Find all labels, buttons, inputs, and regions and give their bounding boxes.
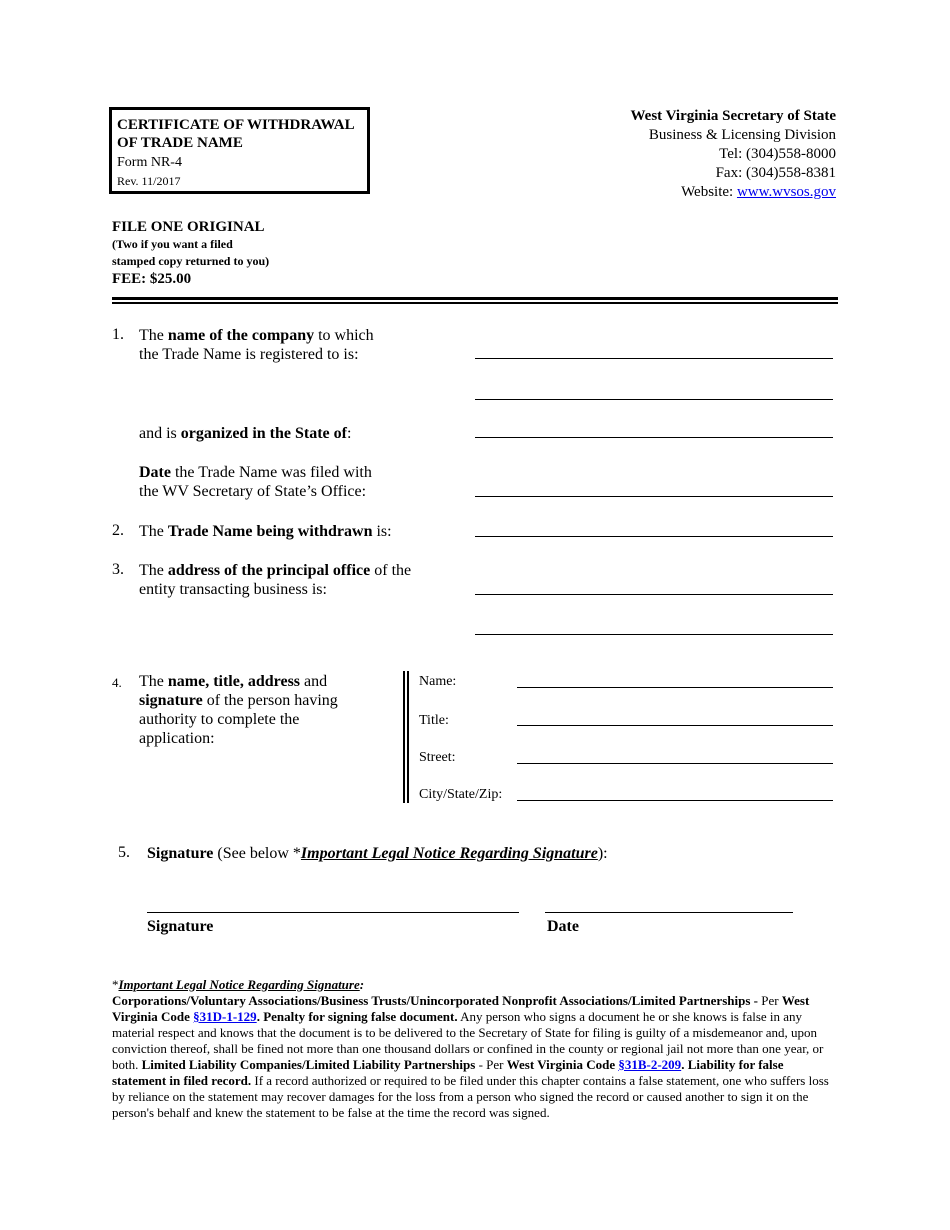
legal-notice-body — [112, 993, 840, 1121]
text: the WV Secretary of State’s Office: — [139, 483, 367, 500]
filing-instructions — [112, 218, 269, 288]
text: and is — [139, 425, 181, 442]
code-link-31d-1-129[interactable]: §31D-1-129 — [193, 1009, 257, 1024]
person-city-state-zip-field[interactable] — [517, 800, 833, 801]
person-street-field[interactable] — [517, 763, 833, 764]
legal-notice — [112, 977, 840, 1121]
item-5-number: 5. — [118, 844, 130, 861]
text-bold: address of the principal office — [167, 562, 371, 579]
vertical-divider-2 — [407, 671, 409, 803]
text: the Trade Name is registered to is: — [139, 346, 359, 363]
item-5-prompt — [147, 844, 608, 863]
company-name-field-2[interactable] — [475, 399, 833, 400]
vertical-divider — [403, 671, 405, 803]
filing-fee: FEE: $25.00 — [112, 271, 192, 287]
text-bold: name, title, address — [167, 673, 301, 690]
principal-address-field-1[interactable] — [475, 594, 833, 595]
text: - Per — [475, 1057, 507, 1072]
text: The — [139, 523, 168, 540]
text-bold: Date — [139, 464, 171, 481]
text: is: — [372, 523, 392, 540]
agency-fax: Fax: (304)558-8381 — [715, 165, 836, 181]
state-prompt — [139, 424, 351, 443]
text-bold: Signature — [147, 845, 214, 862]
item-2-number: 2. — [112, 522, 124, 539]
agency-website — [630, 183, 836, 202]
agency-contact — [630, 107, 836, 202]
text: application: — [139, 730, 215, 747]
text-bold: West Virginia Code — [112, 993, 810, 1024]
text: ): — [597, 845, 608, 862]
text-bold: Trade Name being withdrawn — [167, 523, 373, 540]
item-1-prompt — [139, 326, 374, 364]
text-bold: . Penalty for signing false document. — [256, 1009, 458, 1024]
signature-label: Signature — [147, 918, 214, 935]
date-filed-field[interactable] — [475, 496, 833, 497]
form-title-box — [109, 107, 370, 194]
text: Important Legal Notice Regarding Signature — [118, 977, 360, 992]
item-3-number: 3. — [112, 561, 124, 578]
text-bold: organized in the State of — [180, 425, 347, 442]
text-bold: . Liability for false statement in filed record. — [112, 1057, 784, 1088]
street-label: Street: — [419, 750, 456, 765]
form-number: Form NR-4 — [117, 155, 182, 170]
text-bold: Limited Liability Companies/Limited Liability Partnerships — [141, 1057, 476, 1072]
form-title-line1: CERTIFICATE OF WITHDRAWAL — [117, 117, 355, 133]
agency-name: West Virginia Secretary of State — [630, 108, 836, 124]
text: The — [139, 673, 168, 690]
item-1-number: 1. — [112, 326, 124, 343]
website-label: Website: — [681, 184, 737, 200]
header-divider — [112, 297, 838, 300]
text-bold: name of the company — [167, 327, 315, 344]
file-original: FILE ONE ORIGINAL — [112, 219, 265, 235]
code-link-31b-2-209[interactable]: §31B-2-209 — [618, 1057, 682, 1072]
state-field[interactable] — [475, 437, 833, 438]
agency-tel: Tel: (304)558-8000 — [719, 146, 836, 162]
item-4-prompt — [139, 672, 338, 748]
text: of the person having — [202, 692, 338, 709]
header-divider-2 — [112, 302, 838, 304]
text: of the — [370, 562, 412, 579]
text: and — [300, 673, 328, 690]
item-2-prompt — [139, 522, 392, 541]
agency-division: Business & Licensing Division — [648, 127, 836, 143]
text: entity transacting business is: — [139, 581, 327, 598]
item-4-number: 4. — [112, 675, 122, 690]
date-field[interactable] — [545, 912, 793, 913]
signature-field[interactable] — [147, 912, 519, 913]
text: Per — [761, 993, 782, 1008]
text: authority to complete the — [139, 711, 300, 728]
date-label: Date — [547, 918, 579, 935]
company-name-field-1[interactable] — [475, 358, 833, 359]
text: (See below * — [213, 845, 301, 862]
text-bold: signature — [139, 692, 203, 709]
file-copy-note-1: (Two if you want a filed — [112, 237, 233, 251]
person-title-field[interactable] — [517, 725, 833, 726]
date-filed-prompt — [139, 463, 372, 501]
principal-address-field-2[interactable] — [475, 634, 833, 635]
trade-name-field[interactable] — [475, 536, 833, 537]
text: to which — [314, 327, 374, 344]
text: If a record authorized or required to be filed under this chapter contains a false statement, one who suffers loss by reliance on the statement may recover damages for the loss from a person who signed the record or caused another to sign it on the person's behalf and knew the statement to be false at the time the record was signed. — [112, 1073, 829, 1120]
text-bold: Corporations/Voluntary Associations/Business Trusts/Unincorporated Nonprofit Associations/Limited Partnerships - — [112, 993, 762, 1008]
text: : — [359, 977, 365, 992]
legal-notice-reference: Important Legal Notice Regarding Signature — [300, 845, 598, 862]
text-bold: West Virginia Code — [506, 1057, 619, 1072]
text: * — [112, 977, 119, 992]
text: The — [139, 562, 168, 579]
form-revision: Rev. 11/2017 — [117, 174, 181, 188]
text: the Trade Name was filed with — [170, 464, 372, 481]
form-title-line2: OF TRADE NAME — [117, 135, 243, 151]
legal-notice-heading — [112, 977, 840, 993]
city-state-zip-label: City/State/Zip: — [419, 787, 503, 802]
text: Any person who signs a document he or she knows is false in any material respect and knows that the document is to be delivered to the Secretary of State for filing is guilty of a misdemeanor and, upon conviction thereof, shall be fined not more than one thousand dollars or confined in the county or regional jail not more than one year, or both. — [112, 1009, 824, 1072]
text: : — [346, 425, 352, 442]
item-3-prompt — [139, 561, 411, 599]
name-label: Name: — [419, 674, 457, 689]
file-copy-note-2: stamped copy returned to you) — [112, 254, 270, 268]
website-link[interactable]: www.wvsos.gov — [736, 184, 836, 200]
title-label: Title: — [419, 713, 449, 728]
text: The — [139, 327, 168, 344]
person-name-field[interactable] — [517, 687, 833, 688]
